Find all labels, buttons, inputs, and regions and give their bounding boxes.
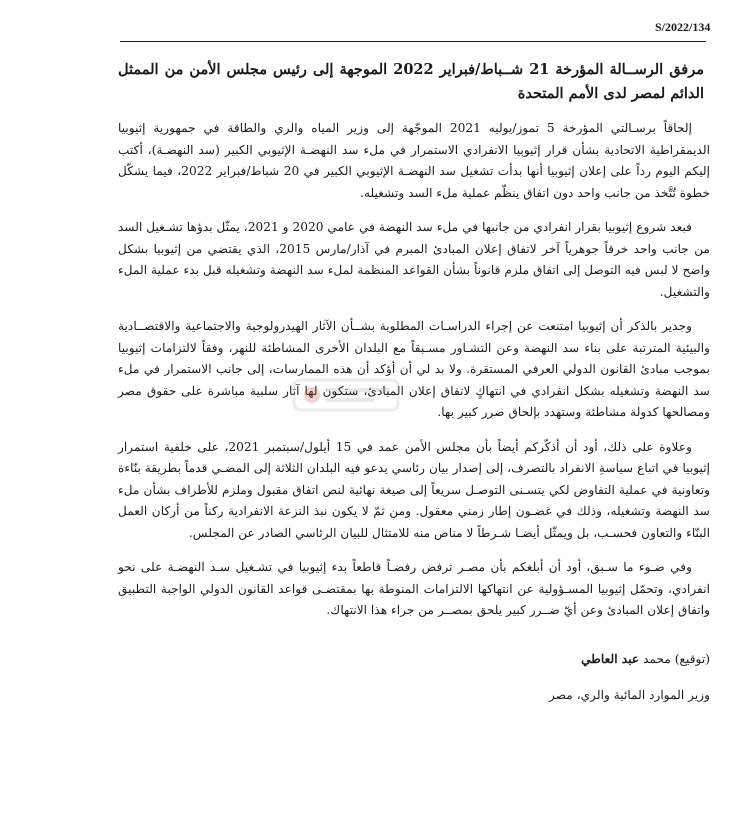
document-title: مرفق الرســالة المؤرخة 21 شــباط/فبراير 2022 الموجهة إلى رئيس مجلس الأمن من الممثل الدائم لمصر لدى الأمم المتحدة: [118, 61, 705, 102]
signature-line: [118, 648, 710, 670]
paragraph-2: فبعد شروع إثيوبيا بقرار انفرادي من جانبها في ملء سد النهضة في عامي 2020 و 2021، يمثّل بدؤها تشـغيل السد من جانب واحد خرقاً جوهرياً آخر لاتفاق إعلان المبادئ المبرم في آذار/مارس 2015، الذي يقتضي من إثيوبيا بشكل واضح لا لبس فيه التوصل إلى اتفاق ملزم قانوناً بشأن القواعد المنظمة لملء سد النهضة وتشغيله قبل بدء عملية الملء والتشغيل.: [118, 220, 710, 299]
signatory-first-name: محمد: [643, 651, 671, 666]
signed-label: (توقيع): [674, 651, 710, 666]
signature-block: [118, 648, 710, 706]
paragraph-3: وجدير بالذكر أن إثيوبيا امتنعت عن إجراء الدراسـات المطلوبة بشــأن الآثار الهيدرولوجية والاجتماعية والاقتصــادية والبيئية المترتبة على بناء سد النهضة وعن التشـاور مسـبقاً مع البلدان الأخرى المشاطئة للنهر، وفقاً لالتزامات إثيوبيا بموجب مبادئ القانون الدولي العرفي المستقرة. ولا بد لي أن أؤكد أن هذه الممارسات، إلى جانب الاستمرار في ملء سد النهضة وتشغيله بشكل انفرادي في انتهاكٍ لاتفاق إعلان المبادئ، ستكون لها آثار سلبية مباشرة على حقوق مصر ومصالحها كدولة مشاطئة وستهدد بإلحاق ضرر كبير بها.: [118, 319, 710, 419]
document-body: [118, 58, 710, 706]
signatory-role: وزير الموارد المائية والري، مصر: [549, 687, 710, 702]
header-divider: [120, 41, 706, 42]
signatory-surname: عبد العاطي: [581, 651, 640, 666]
paragraph-1: إلحاقاً برسـالتي المؤرخة 5 تموز/يوليه 2021 الموجّهة إلى وزير المياه والري والطاقة في جمهورية إثيوبيا الديمقراطية الاتحادية بشأن قرار إثيوبيا الانفرادي الاستمرار في ملء سد النهضـة الإثيوبي الكبير (سد النهضـة)، أكتب إليكم اليوم رداً على إعلان إثيوبيا أنها بدأت تشغيل سد النهضـة الإثيوبي الكبير في 20 شباط/فبراير 2022، فيما يشكّل خطوة تُتَّخذ من جانب واحد دون اتفاق ينظّم عملية ملء السد وتشغيله.: [118, 121, 711, 200]
paragraph-5: وفي ضـوء ما سـبق، أود أن أبلغكم بأن مصـر ترفض رفضـاً قاطعاً بدء إثيوبيا في تشـغيل سـد النهضـة على نحو انفرادي، وتحمّل إثيوبيا المسـؤولية عن انتهاكها الالتزامات المنوطة بها بمقتضـى قواعد القانون الدولي الواجبة التطبيق واتفاق إعلان المبادئ وعن أيّ ضــرر كبير يلحق بمصــر من جراء هذا الانتهاك.: [118, 560, 710, 617]
paragraph-4: وعلاوة على ذلك، أود أن أذكّركم أيضاً بأن مجلس الأمن عمد في 15 أيلول/سبتمبر 2021، على خلفية استمرار إثيوبيا في اتباع سياسةِ الانفراد بالتصرف، إلى إصدار بيان رئاسي يدعو فيه البلدان الثلاثة إلى المضـي قدماً بطريقة بنّاءة وتعاونية في عملية التفاوض لكي يتسـنى التوصـل سريعاً إلى صيغة نهائية لنص اتفاق مقبول وملزم للأطراف بشأن ملء سد النهضة وتشغيله، وذلك في غضـون إطار زمني معقول. ومن ثمّ لا يكون نبذ النزعة الانفرادية ركناً من أركان العمل البنّاء والتعاون فحسـب، بل ويمثّل أيضـا شـرطاً لا مناص منه للامتثال للبيان الرئاسي الصادر عن المجلس.: [118, 439, 710, 540]
document-symbol: S/2022/134: [655, 20, 711, 34]
